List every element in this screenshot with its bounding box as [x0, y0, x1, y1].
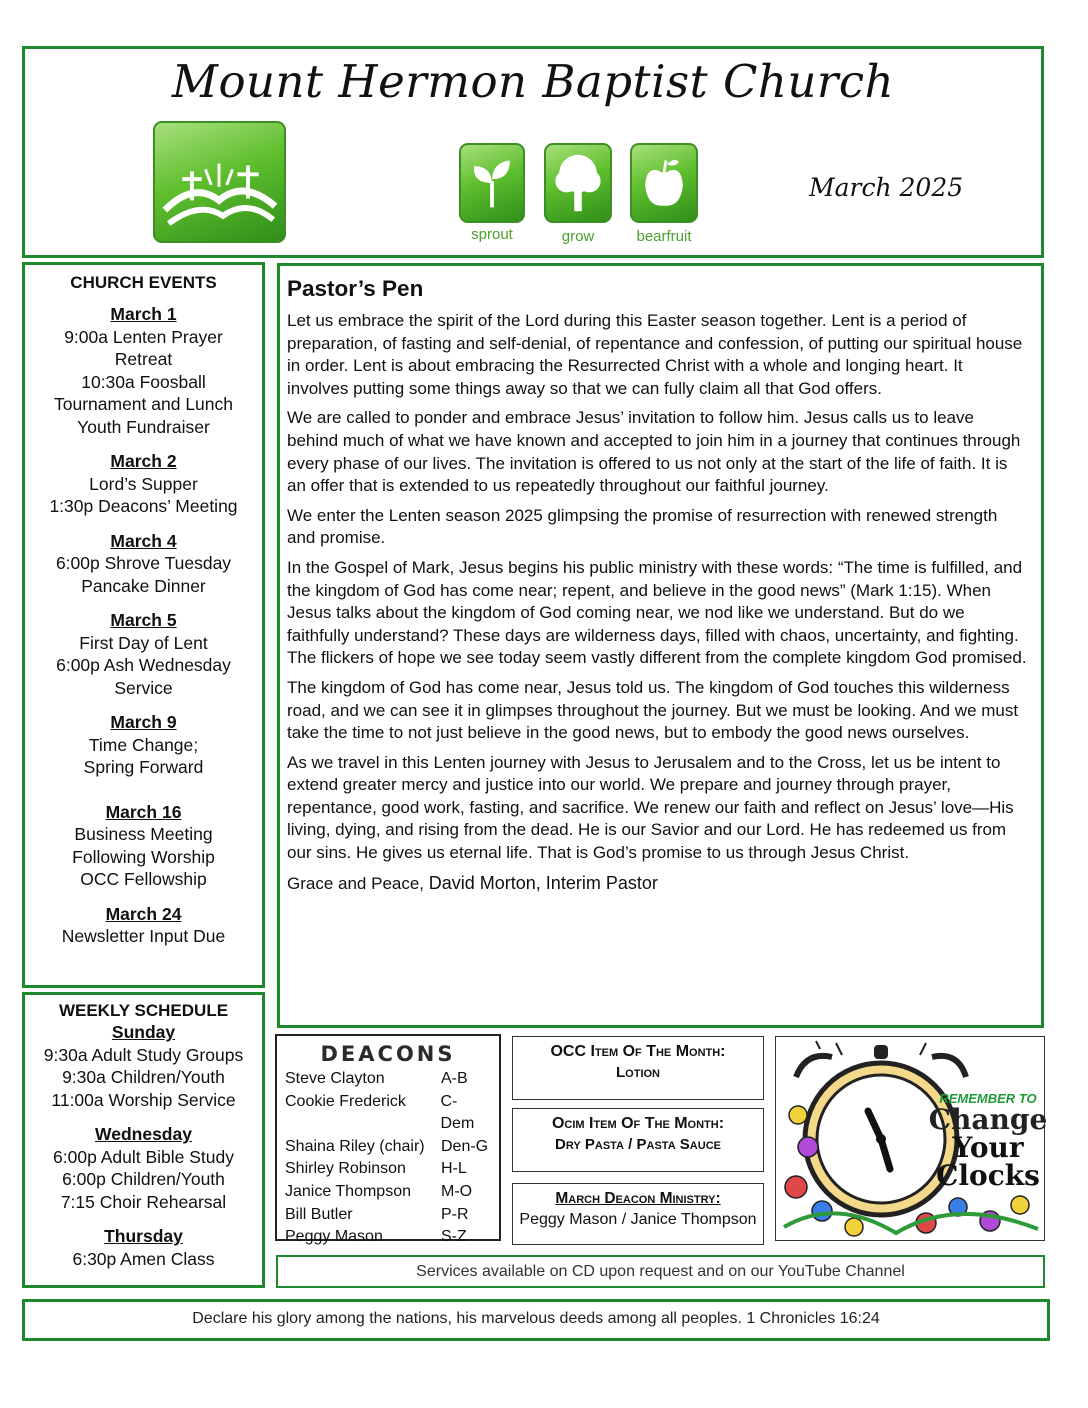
- event-block: [25, 530, 262, 598]
- deacons-panel: [275, 1034, 501, 1246]
- schedule-line: 7:15 Choir Rehearsal: [60, 1191, 227, 1212]
- event-line: Newsletter Input Due: [61, 926, 226, 946]
- event-block: [25, 903, 262, 948]
- church-events-heading: CHURCH EVENTS: [70, 273, 217, 292]
- tree-icon: [544, 143, 612, 223]
- grow-label: grow: [561, 228, 595, 245]
- event-line: 10:30a Foosball: [81, 371, 206, 392]
- newsletter-header: [22, 46, 1044, 258]
- change-text: Change: [928, 1103, 1048, 1136]
- deacon-row: [285, 1158, 491, 1181]
- your-text: Your: [952, 1131, 1024, 1164]
- event-date: March 9: [110, 712, 177, 732]
- ministry-heading: March Deacon Ministry:: [555, 1190, 721, 1207]
- deacon-row: [285, 1204, 491, 1227]
- event-date: March 16: [105, 801, 182, 822]
- event-line: OCC Fellowship: [80, 869, 207, 889]
- occ-item-box: [512, 1036, 764, 1100]
- issue-date: March 2025: [809, 173, 964, 202]
- ocim-item: Dry Pasta / Pasta Sauce: [555, 1136, 721, 1153]
- remember-text: REMEMBER TO: [939, 1091, 1037, 1106]
- apple-icon: [630, 143, 698, 223]
- schedule-line: 9:30a Adult Study Groups: [43, 1044, 244, 1065]
- event-block: [25, 609, 262, 699]
- schedule-day: Sunday: [111, 1022, 176, 1042]
- schedule-day-block: [25, 1123, 262, 1213]
- article-paragraph: The kingdom of God has come near, Jesus told us. The kingdom of God touches this wilderness road, and we can see it in glimpses throughout the journey. But we must be looking. And we must take the time to not just believe in the good news, but to embody the good news ourselves.: [287, 677, 1019, 743]
- deacon-name: Janice Thompson: [285, 1182, 411, 1200]
- deacon-row: [285, 1136, 491, 1159]
- scripture-footer: Declare his glory among the nations, his marvelous deeds among all peoples. 1 Chronicles 16:24: [22, 1299, 1050, 1341]
- event-date: March 2: [110, 451, 177, 471]
- event-line: Service: [114, 677, 173, 698]
- event-date: March 1: [110, 304, 177, 324]
- event-block: [25, 711, 262, 779]
- event-block: [25, 801, 262, 891]
- church-events-panel: [22, 262, 265, 988]
- deacon-row: [285, 1226, 491, 1249]
- event-line: Lord’s Supper: [89, 473, 198, 494]
- church-crosses-logo-icon: [153, 121, 286, 243]
- event-date: March 24: [105, 903, 182, 924]
- deacon-row: [285, 1068, 491, 1091]
- schedule-day-block: [25, 1021, 262, 1111]
- article-paragraph: We enter the Lenten season 2025 glimpsing the promise of resurrection with renewed strength and promise.: [287, 505, 998, 548]
- deacon-range: H-L: [441, 1160, 467, 1178]
- sprout-icon: [459, 143, 525, 223]
- event-block: [25, 450, 262, 518]
- deacon-range: M-O: [441, 1182, 473, 1200]
- deacon-name: Peggy Mason: [285, 1228, 383, 1246]
- deacon-range: P-R: [441, 1205, 469, 1223]
- deacon-name: Shaina Riley (chair): [285, 1137, 425, 1155]
- deacon-name: Steve Clayton: [285, 1070, 385, 1087]
- deacon-range: S-Z: [441, 1228, 467, 1246]
- event-date: March 4: [110, 530, 177, 551]
- event-line: 6:00p Shrove Tuesday: [55, 553, 232, 573]
- event-line: Following Worship: [72, 846, 215, 867]
- services-notice: Services available on CD upon request and on our YouTube Channel: [276, 1255, 1045, 1288]
- deacon-ministry-box: [512, 1183, 764, 1245]
- schedule-day: Thursday: [104, 1226, 183, 1246]
- deacon-row: [285, 1091, 491, 1136]
- event-block: [25, 303, 262, 438]
- event-line: Youth Fundraiser: [77, 416, 210, 437]
- deacon-name: Bill Butler: [285, 1205, 353, 1223]
- deacon-name: Cookie Frederick: [285, 1092, 406, 1110]
- article-paragraph: Let us embrace the spirit of the Lord during this Easter season together. Lent is a period of preparation, of fasting and self-denial, of repentance and confession, of putting our spiritual house in order. Lent is about embracing the Resurrected Christ with a whole and longing heart. It involves putting some things away so that we can fully claim all that God offers.: [287, 311, 1023, 398]
- event-line: 1:30p Deacons’ Meeting: [49, 496, 238, 516]
- deacon-range: A-B: [441, 1070, 468, 1087]
- ocim-item-box: [512, 1108, 764, 1172]
- schedule-line: 9:30a Children/Youth: [62, 1067, 225, 1087]
- event-line: First Day of Lent: [79, 632, 208, 653]
- event-line: Tournament and Lunch: [53, 394, 234, 414]
- closing-text: Grace and Peace,: [287, 873, 425, 893]
- article-signature: [287, 872, 1027, 896]
- signature-name: David Morton, Interim Pastor: [428, 872, 658, 893]
- schedule-day-block: [25, 1225, 262, 1270]
- schedule-line: 6:00p Adult Bible Study: [53, 1146, 234, 1167]
- occ-heading: OCC Item Of The Month:: [550, 1043, 726, 1060]
- weekly-schedule-panel: [22, 992, 265, 1288]
- event-line: Retreat: [114, 349, 173, 369]
- occ-item: Lotion: [616, 1064, 660, 1081]
- ministry-names: Peggy Mason / Janice Thompson: [519, 1211, 757, 1228]
- clocks-text: Clocks: [936, 1159, 1040, 1192]
- weekly-schedule-heading: WEEKLY SCHEDULE: [58, 1001, 229, 1020]
- event-line: Spring Forward: [83, 757, 204, 777]
- church-title: Mount Hermon Baptist Church: [171, 55, 895, 108]
- event-line: Business Meeting: [74, 824, 213, 844]
- sprout-label: sprout: [471, 226, 513, 243]
- article-paragraph: In the Gospel of Mark, Jesus begins his public ministry with these words: “The time is fulfilled, and the kingdom of God has come near; repent, and believe in the good news” (Mark 1:15). When Jesus talks about the kingdom of God coming near, we nod like we understand. But do we faithfully understand? These days are wilderness days, filled with chaos, uncertainty, and fighting. The flickers of hope we see today seem vastly different from the complete kingdom God promised.: [287, 557, 1027, 668]
- deacon-name: Shirley Robinson: [285, 1160, 406, 1178]
- ocim-heading: Ocim Item Of The Month:: [551, 1115, 725, 1132]
- bearfruit-label: bearfruit: [636, 228, 692, 245]
- schedule-line: 6:30p Amen Class: [72, 1248, 215, 1269]
- change-clocks-graphic: [775, 1036, 1048, 1241]
- clock-caption: [926, 1091, 1050, 1190]
- pastors-pen-title: Pastor’s Pen: [287, 276, 424, 301]
- schedule-line: 11:00a Worship Service: [51, 1089, 236, 1110]
- deacon-range: Den-G: [441, 1137, 489, 1155]
- event-line: 6:00p Ash Wednesday: [56, 655, 231, 675]
- schedule-line: 6:00p Children/Youth: [62, 1169, 225, 1189]
- article-paragraph: As we travel in this Lenten journey with Jesus to Jerusalem and to the Cross, let us be intent to extend greater mercy and justice into our world. We prepare and journey through prayer, repentance, good work, fasting, and sacrifice. We renew our faith and reflect on Jesus’ love—His living, dying, and rising from the dead. He is our Savior and our Lord. He has redeemed us from our sins. He gives us eternal life. That is God’s promise to us through Jesus Christ.: [287, 752, 1014, 863]
- deacon-range: C-Dem: [440, 1092, 475, 1133]
- event-line: Pancake Dinner: [81, 575, 206, 596]
- event-line: Time Change;: [88, 734, 199, 755]
- deacon-row: [285, 1181, 491, 1204]
- event-date: March 5: [110, 610, 177, 630]
- pastors-pen-article: [277, 263, 1044, 1028]
- schedule-day: Wednesday: [95, 1124, 192, 1144]
- event-line: 9:00a Lenten Prayer: [64, 326, 223, 347]
- deacons-title: DEACONS: [320, 1042, 456, 1066]
- article-paragraph: We are called to ponder and embrace Jesus’ invitation to follow him. Jesus calls us to leave behind much of what we have known and accepted to join him in a journey that continues through every phase of our lives. The invitation is offered to us not only at the start of the life of faith. It is an offer that is extended to us repeatedly throughout our faithful journey.: [287, 408, 1021, 496]
